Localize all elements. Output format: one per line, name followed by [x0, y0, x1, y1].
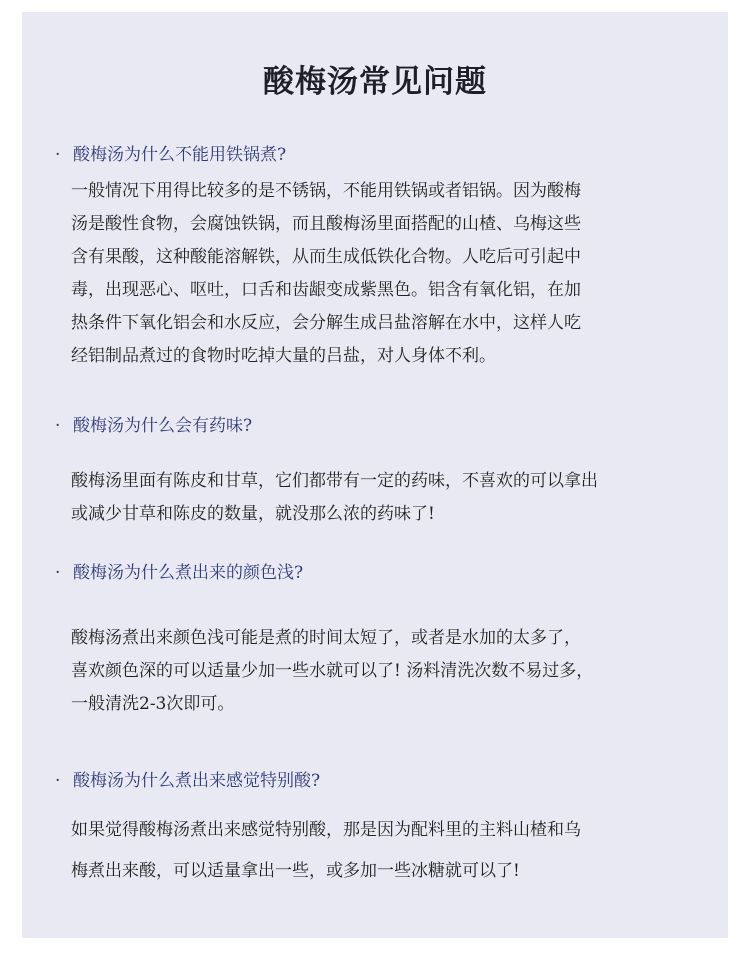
answer-line: 或减少甘草和陈皮的数量，就没那么浓的药味了!: [71, 504, 435, 524]
faq-question-too-sour: [55, 766, 320, 791]
answer-line: 酸梅汤里面有陈皮和甘草，它们都带有一定的药味，不喜欢的可以拿出: [71, 471, 598, 491]
answer-line: 如果觉得酸梅汤煮出来感觉特别酸，那是因为配料里的主料山楂和乌: [71, 820, 581, 840]
bullet-dot: ·: [55, 145, 61, 165]
answer-line: 经铝制品煮过的食物时吃掉大量的吕盐，对人身体不利。: [71, 346, 496, 366]
faq-question-light-color: [55, 558, 303, 583]
faq-answer-iron-pot: [71, 175, 691, 373]
answer-line: 含有果酸，这种酸能溶解铁，从而生成低铁化合物。人吃后可引起中: [71, 247, 581, 267]
question-text: 酸梅汤为什么会有药味?: [73, 416, 253, 436]
answer-line: 梅煮出来酸，可以适量拿出一些，或多加一些冰糖就可以了!: [71, 861, 520, 881]
answer-line: 酸梅汤煮出来颜色浅可能是煮的时间太短了，或者是水加的太多了，: [71, 628, 581, 648]
answer-line: 喜欢颜色深的可以适量少加一些水就可以了! 汤料清洗次数不易过多，: [71, 661, 594, 681]
answer-line: 毒，出现恶心、呕吐，口舌和齿龈变成紫黑色。铝含有氧化铝，在加: [71, 280, 581, 300]
bullet-dot: ·: [55, 771, 61, 791]
answer-line: 汤是酸性食物，会腐蚀铁锅，而且酸梅汤里面搭配的山楂、乌梅这些: [71, 214, 581, 234]
bullet-dot: ·: [55, 563, 61, 583]
answer-line: 一般清洗2-3次即可。: [71, 694, 235, 714]
faq-question-iron-pot: [55, 140, 286, 165]
bullet-dot: ·: [55, 416, 61, 436]
question-text: 酸梅汤为什么煮出来感觉特别酸?: [73, 771, 321, 791]
faq-question-medicine-taste: [55, 411, 252, 436]
question-text: 酸梅汤为什么不能用铁锅煮?: [73, 145, 287, 165]
faq-answer-light-color: [71, 622, 691, 721]
faq-answer-medicine-taste: [71, 465, 691, 531]
answer-line: 热条件下氧化铝会和水反应，会分解生成吕盐溶解在水中，这样人吃: [71, 313, 581, 333]
answer-line: 一般情况下用得比较多的是不锈锅，不能用铁锅或者铝锅。因为酸梅: [71, 181, 581, 201]
faq-answer-too-sour: [71, 810, 691, 892]
question-text: 酸梅汤为什么煮出来的颜色浅?: [73, 563, 304, 583]
page-title: 酸梅汤常见问题: [263, 64, 487, 100]
